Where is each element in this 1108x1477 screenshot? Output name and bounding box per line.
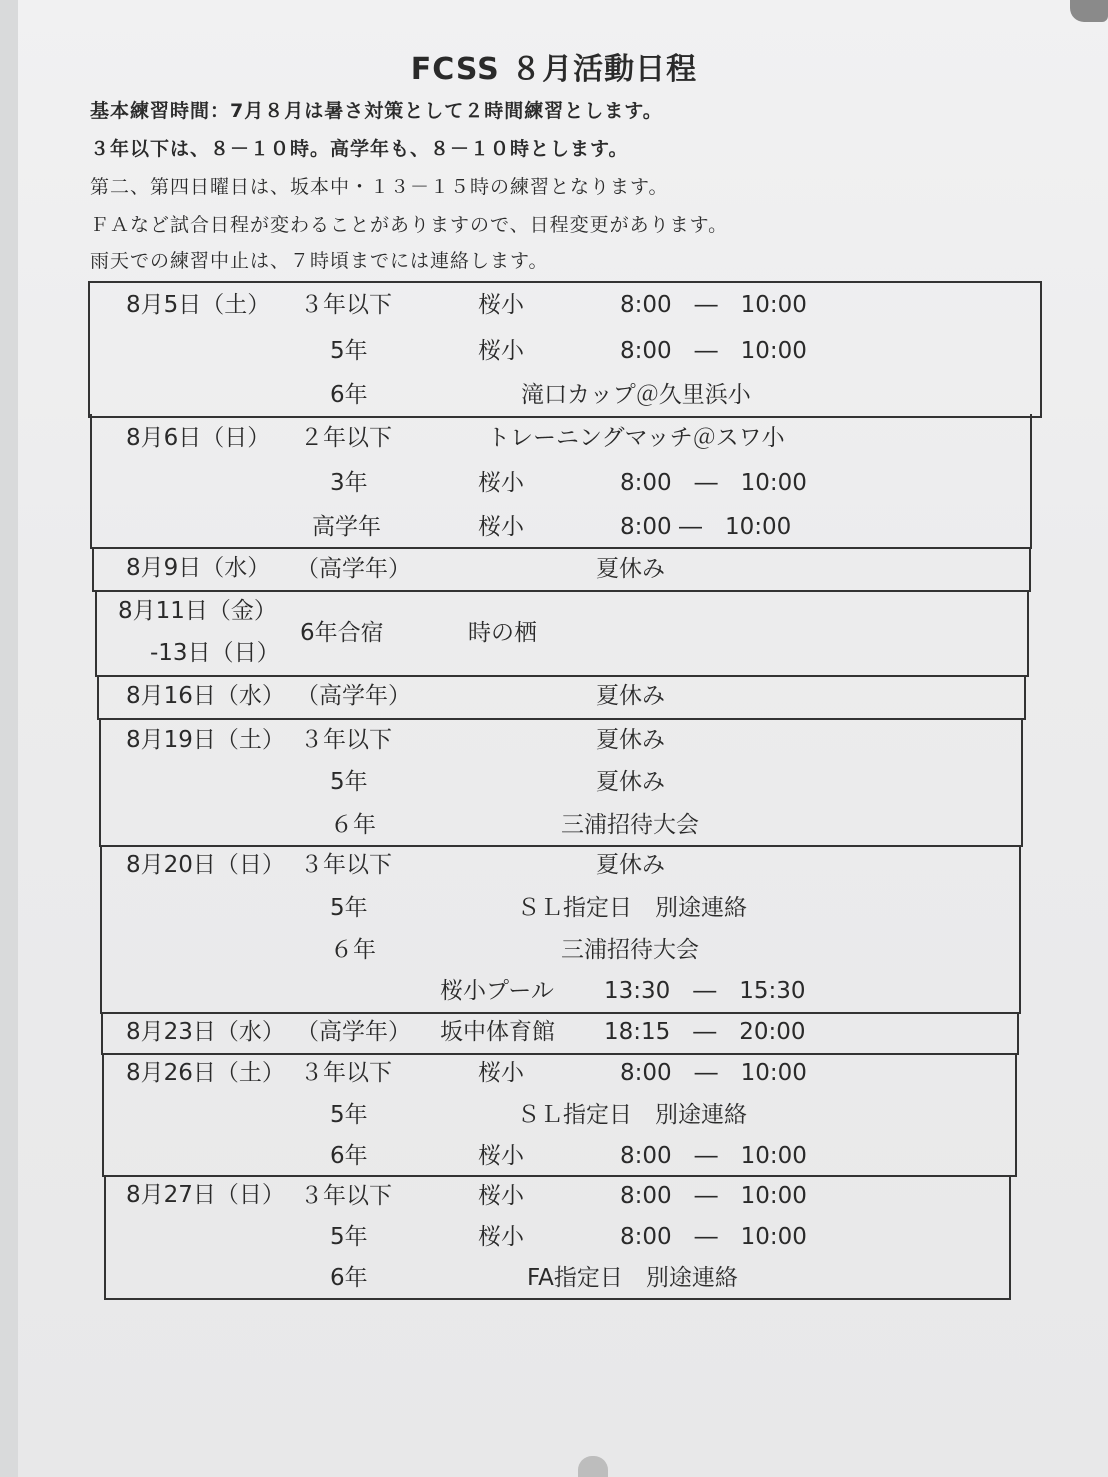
date-cell: 8月26日（土） [126,1060,285,1086]
date-cell: 8月6日（日） [126,425,271,451]
venue-cell: 桜小 [478,1060,524,1086]
time-cell: 8:00 ― 10:00 [620,1143,807,1169]
event-cell: 三浦招待大会 [561,937,699,963]
group-cell: 5年 [330,769,368,795]
time-cell: 8:00 ― 10:00 [620,338,807,364]
time-cell: 8:00 ― 10:00 [620,1224,807,1250]
time-cell: 8:00 ― 10:00 [620,292,807,318]
venue-cell: 桜小 [478,338,524,364]
event-cell: 夏休み [596,852,665,878]
venue-cell: 桜小 [478,1224,524,1250]
date-cell: 8月11日（金） [118,598,277,624]
venue-cell: 桜小 [478,470,524,496]
note-lower-grades: ３年以下は、８－１０時。高学年も、８－１０時とします。 [90,138,629,160]
group-cell: ２年以下 [300,425,392,451]
date-cell: 8月19日（土） [126,727,285,753]
event-cell: 三浦招待大会 [561,812,699,838]
date-cell: 8月9日（水） [126,555,271,581]
date-cell-end: -13日（日） [150,640,280,666]
group-cell: 6年合宿 [300,620,384,646]
group-cell: 3年 [330,470,368,496]
group-cell: 5年 [330,338,368,364]
venue-cell: 桜小プール [440,978,554,1004]
time-cell: 13:30 ― 15:30 [604,978,806,1004]
venue-cell: 時の栖 [468,620,537,646]
note-rain: 雨天での練習中止は、７時頃までには連絡します。 [90,250,549,272]
group-cell: 5年 [330,1102,368,1128]
venue-cell: 桜小 [478,1183,524,1209]
group-cell: ６年 [330,812,376,838]
date-cell: 8月20日（日） [126,852,285,878]
group-cell: ３年以下 [300,292,392,318]
group-cell: ３年以下 [300,727,392,753]
event-cell: ＳＬ指定日 別途連絡 [517,1102,747,1128]
group-cell: 5年 [330,895,368,921]
date-cell: 8月16日（水） [126,683,285,709]
time-cell: 18:15 ― 20:00 [604,1019,806,1045]
venue-cell: 桜小 [478,292,524,318]
group-cell: ３年以下 [300,852,392,878]
group-cell: 6年 [330,1143,368,1169]
group-cell: 6年 [330,382,368,408]
pushpin-top-right [1070,0,1108,22]
note-basic-time: 基本練習時間：7月８月は暑さ対策として２時間練習とします。 [90,100,663,122]
group-cell: ３年以下 [300,1183,392,1209]
pushpin-bottom [578,1456,608,1477]
event-cell: 夏休み [596,683,665,709]
time-cell: 8:00 ― 10:00 [620,470,807,496]
event-cell: 夏休み [596,727,665,753]
time-cell: 8:00 ― 10:00 [620,1183,807,1209]
group-cell: 6年 [330,1265,368,1291]
group-cell: 5年 [330,1224,368,1250]
venue-cell: 桜小 [478,1143,524,1169]
group-cell: ６年 [330,937,376,963]
event-cell: トレーニングマッチ＠スワ小 [487,425,785,451]
date-cell: 8月23日（水） [126,1019,285,1045]
group-cell: 高学年 [312,514,381,540]
event-cell: 夏休み [596,769,665,795]
venue-cell: 桜小 [478,514,524,540]
time-cell: 8:00 ― 10:00 [620,1060,807,1086]
note-fa-change: ＦＡなど試合日程が変わることがありますので、日程変更があります。 [90,214,729,236]
group-cell: （高学年） [296,1019,411,1045]
date-cell: 8月5日（土） [126,292,271,318]
group-cell: （高学年） [296,556,411,582]
note-sunday: 第二、第四日曜日は、坂本中・１３－１５時の練習となります。 [90,176,669,198]
venue-cell: 坂中体育館 [440,1019,555,1045]
date-cell: 8月27日（日） [126,1182,285,1208]
page-title: FCSS ８月活動日程 [410,52,698,87]
event-cell: ＳＬ指定日 別途連絡 [517,895,747,921]
group-cell: （高学年） [296,683,411,709]
event-cell: 夏休み [596,556,665,582]
group-cell: ３年以下 [300,1060,392,1086]
time-cell: 8:00 ― 10:00 [620,514,792,540]
event-cell: FA指定日 別途連絡 [527,1265,738,1291]
event-cell: 滝口カップ＠久里浜小 [521,382,751,408]
